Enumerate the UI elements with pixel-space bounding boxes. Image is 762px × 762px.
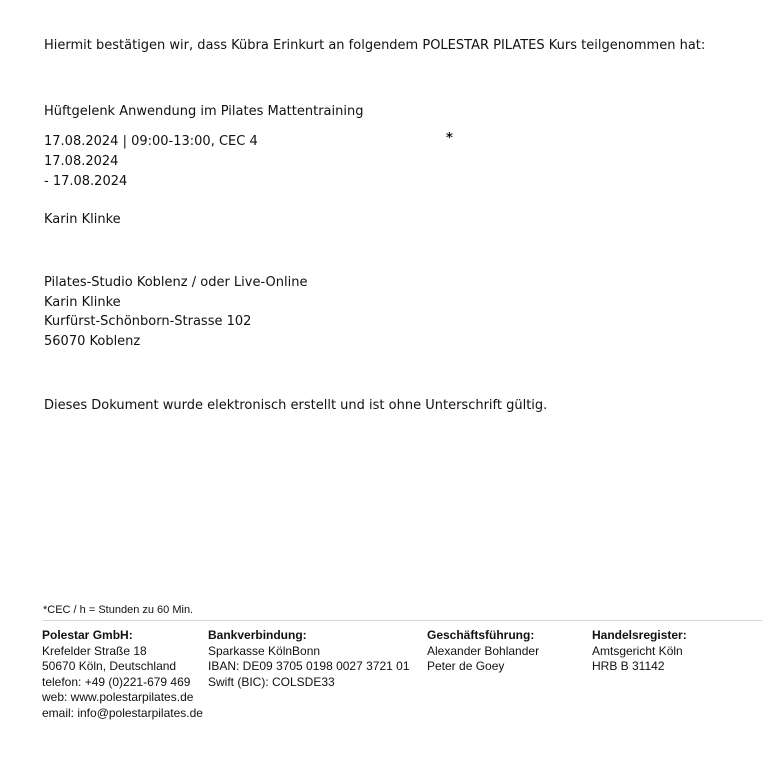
footer-bank-swift: Swift (BIC): COLSDE33 — [208, 674, 335, 689]
footer-register — [592, 628, 687, 675]
venue-contact: Karin Klinke — [44, 295, 121, 310]
cec-footnote: *CEC / h = Stunden zu 60 Min. — [43, 604, 194, 616]
footer-management — [427, 628, 539, 675]
venue-city: 56070 Koblenz — [44, 334, 141, 349]
course-date-start: 17.08.2024 — [44, 154, 119, 169]
cec-asterisk: * — [446, 131, 453, 146]
footer-company-city: 50670 Köln, Deutschland — [42, 659, 177, 673]
footer-divider — [43, 620, 762, 621]
footer-company — [42, 628, 203, 721]
venue-street: Kurfürst-Schönborn-Strasse 102 — [44, 314, 252, 329]
footer-bank-iban: IBAN: DE09 3705 0198 0027 3721 01 — [208, 659, 410, 673]
validity-note: Dieses Dokument wurde elektronisch erstellt und ist ohne Unterschrift gültig. — [44, 398, 548, 413]
footer-register-heading: Handelsregister: — [592, 628, 687, 642]
footer-management-person-2: Peter de Goey — [427, 659, 505, 673]
footer-company-web: web: www.polestarpilates.de — [42, 690, 194, 704]
footer-company-heading: Polestar GmbH: — [42, 628, 133, 642]
footer-bank-name: Sparkasse KölnBonn — [208, 643, 321, 658]
footer-bank — [208, 628, 410, 690]
course-title: Hüftgelenk Anwendung im Pilates Mattentraining — [44, 104, 364, 119]
footer-management-heading: Geschäftsführung: — [427, 628, 535, 642]
footer-company-street: Krefelder Straße 18 — [42, 643, 147, 658]
footer-management-person-1: Alexander Bohlander — [427, 643, 540, 658]
footer-company-phone: telefon: +49 (0)221-679 469 — [42, 674, 191, 689]
course-instructor: Karin Klinke — [44, 212, 121, 227]
course-date-time: 17.08.2024 | 09:00-13:00, CEC 4 — [44, 134, 258, 149]
course-date-end: - 17.08.2024 — [44, 174, 128, 189]
footer-register-court: Amtsgericht Köln — [592, 643, 683, 658]
footer-register-number: HRB B 31142 — [592, 659, 665, 673]
footer-company-email: email: info@polestarpilates.de — [42, 705, 203, 720]
footer-bank-heading: Bankverbindung: — [208, 628, 307, 642]
confirmation-intro: Hiermit bestätigen wir, dass Kübra Erinkurt an folgendem POLESTAR PILATES Kurs teilgenommen hat: — [44, 38, 706, 53]
venue-name: Pilates-Studio Koblenz / oder Live-Online — [44, 275, 308, 290]
